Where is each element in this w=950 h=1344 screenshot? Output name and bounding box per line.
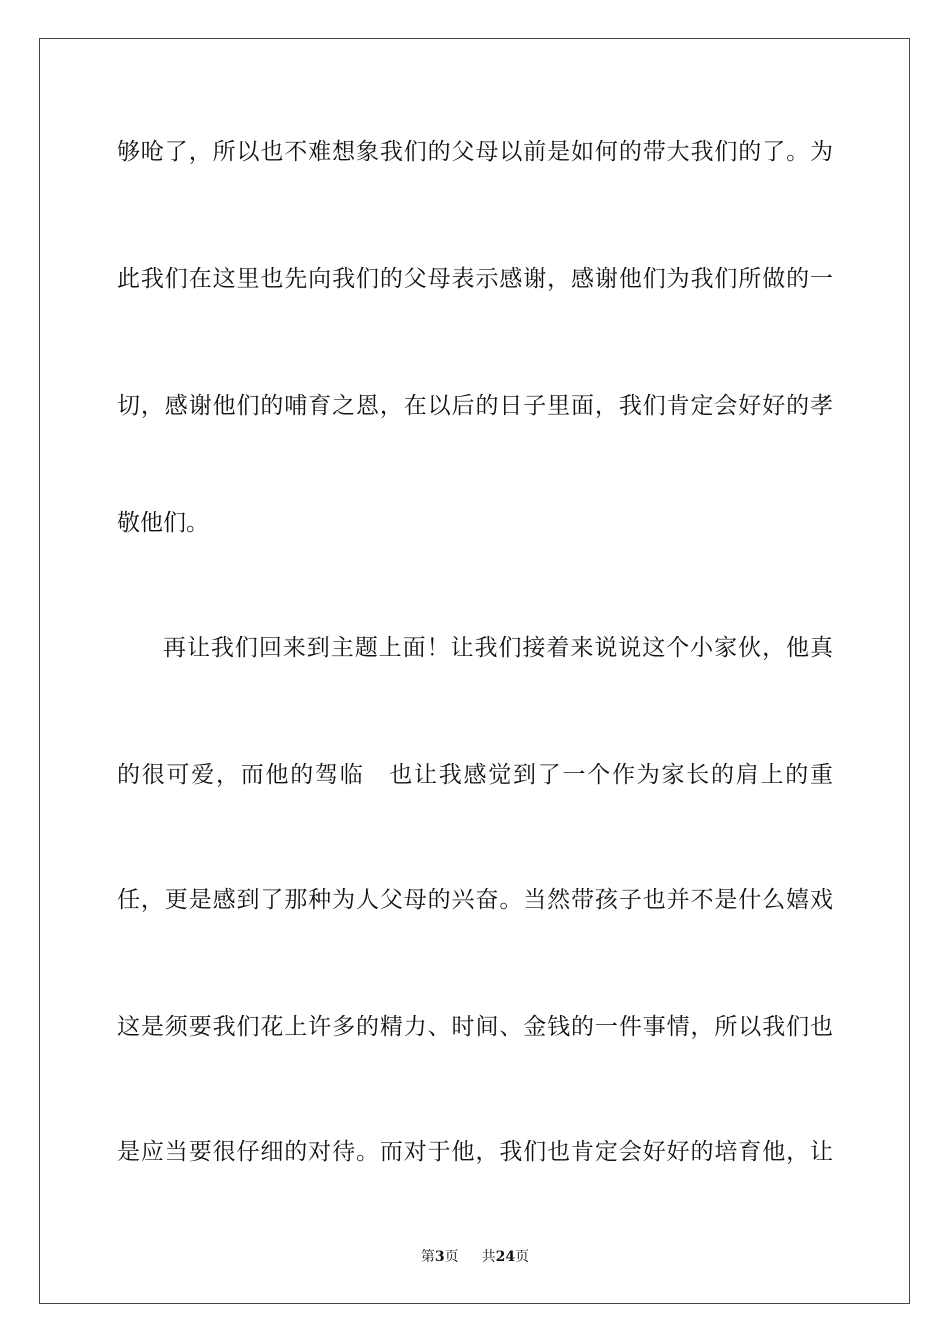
page-suffix: 页 bbox=[444, 1249, 459, 1265]
page-number-label bbox=[421, 1248, 459, 1266]
body-line-4: 敬他们。 bbox=[117, 510, 209, 536]
page-number: 3 bbox=[434, 1249, 445, 1265]
body-line-3: 切，感谢他们的哺育之恩，在以后的日子里面，我们肯定会好好的孝 bbox=[117, 393, 833, 419]
page-border bbox=[39, 38, 910, 1304]
body-line-7: 任，更是感到了那种为人父母的兴奋。当然带孩子也并不是什么嬉戏 bbox=[117, 887, 833, 913]
total-suffix: 页 bbox=[515, 1249, 530, 1265]
body-line-5: 再让我们回来到主题上面！让我们接着来说说这个小家伙，他真 bbox=[163, 635, 833, 661]
total-pages-label bbox=[482, 1248, 529, 1266]
body-line-8: 这是须要我们花上许多的精力、时间、金钱的一件事情，所以我们也 bbox=[117, 1014, 833, 1040]
total-prefix: 共 bbox=[481, 1249, 496, 1265]
body-line-1: 够呛了，所以也不难想象我们的父母以前是如何的带大我们的了。为 bbox=[117, 139, 833, 165]
body-line-9: 是应当要很仔细的对待。而对于他，我们也肯定会好好的培育他，让 bbox=[117, 1139, 833, 1165]
body-line-2: 此我们在这里也先向我们的父母表示感谢，感谢他们为我们所做的一 bbox=[117, 266, 833, 292]
page-prefix: 第 bbox=[420, 1249, 435, 1265]
page-footer bbox=[0, 1248, 950, 1266]
body-line-6: 的很可爱，而他的驾临 也让我感觉到了一个作为家长的肩上的重 bbox=[117, 762, 833, 788]
total-pages: 24 bbox=[495, 1249, 516, 1265]
